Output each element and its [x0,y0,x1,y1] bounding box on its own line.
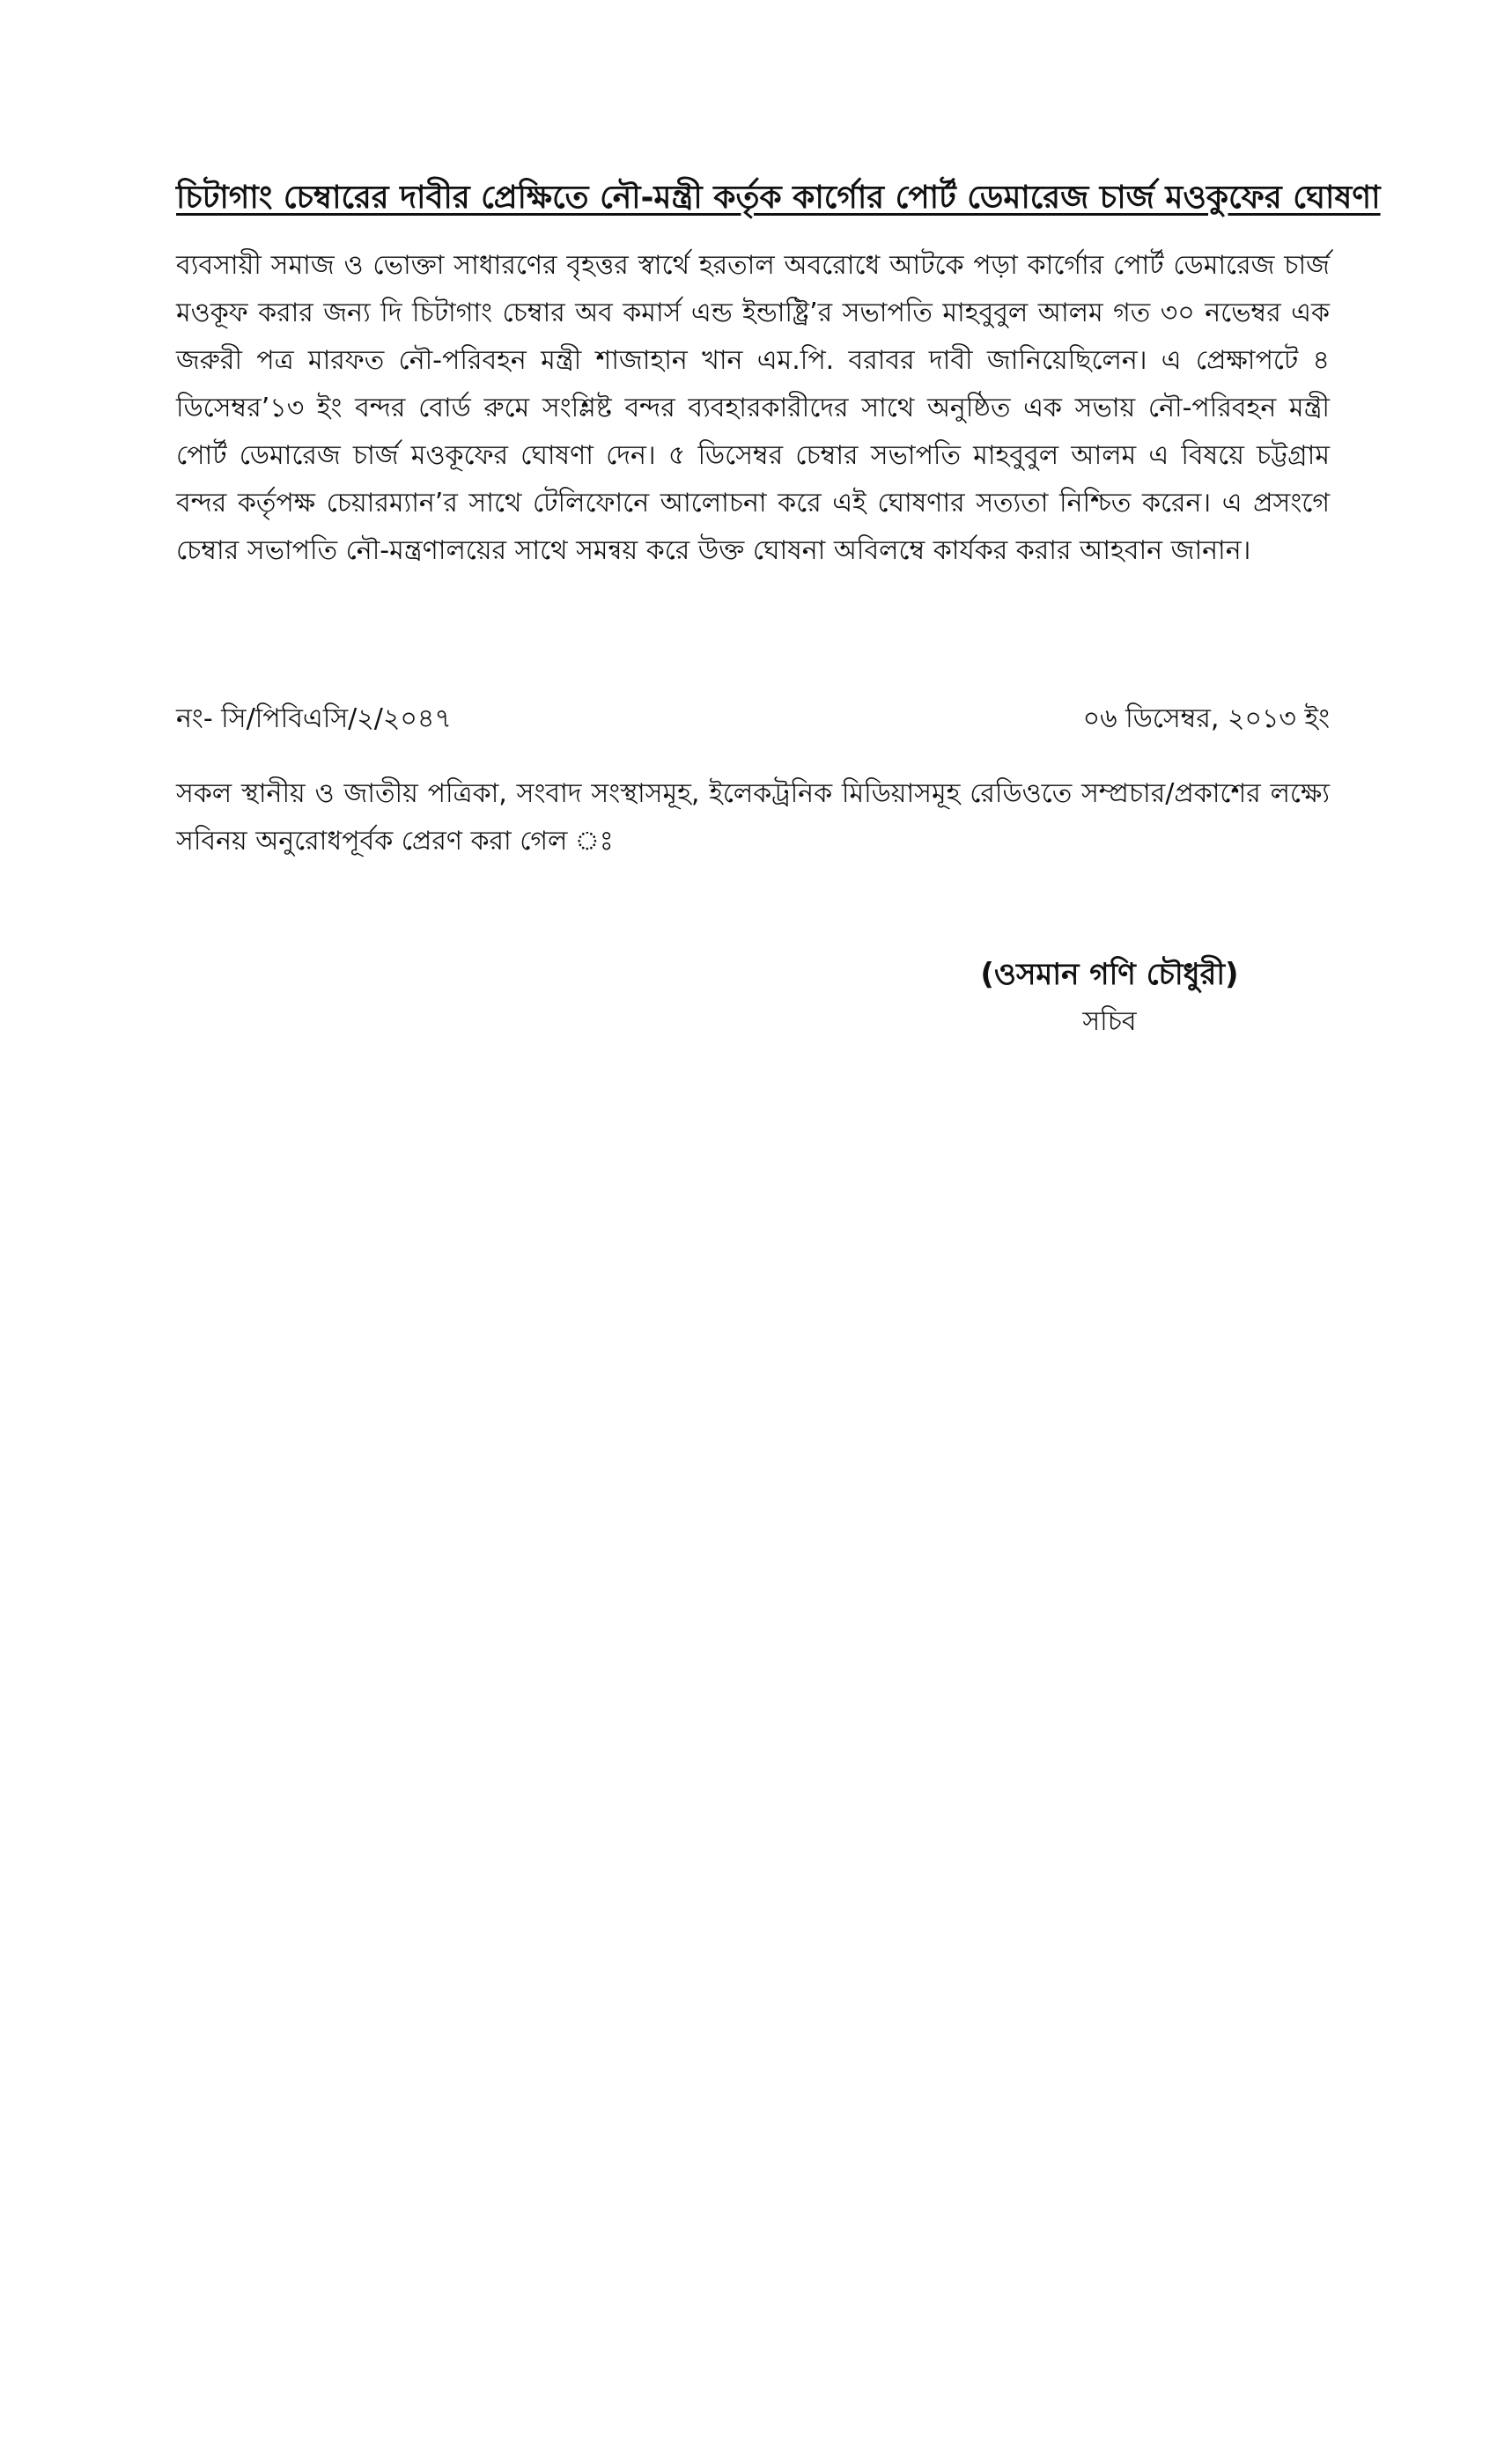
distribution-paragraph: সকল স্থানীয় ও জাতীয় পত্রিকা, সংবাদ সংস্থাসমূহ, ইলেকট্রনিক মিডিয়াসমূহ রেডিওতে সম্প্রচার/প্রকাশের লক্ষ্যে সবিনয় অনুরোধপূর্বক প্রেরণ করা গেল ঃ [176,778,1330,857]
signatory-name: (ওসমান গণি চৌধুরী) [980,957,1239,992]
signature-block [925,951,1294,1046]
document-date: ০৬ ডিসেম্বর, ২০১৩ ইং [1082,703,1330,734]
document-title: চিটাগাং চেম্বারের দাবীর প্রেক্ষিতে নৌ-মন্ত্রী কর্তৃক কার্গোর পোর্ট ডেমারেজ চার্জ মওকুফের ঘোষণা [176,180,1381,216]
signatory-title: সচিব [1082,1006,1137,1037]
reference-number: নং- সি/পিবিএসি/২/২০৪৭ [176,703,452,734]
reference-row [176,695,1330,743]
body-paragraph: ব্যবসায়ী সমাজ ও ভোক্তা সাধারণের বৃহত্তর স্বার্থে হরতাল অবরোধে আটকে পড়া কার্গোর পোর্ট ডেমারেজ চার্জ মওকূফ করার জন্য দি চিটাগাং চেম্বার অব কমার্স এন্ড ইন্ডাষ্ট্রি’র সভাপতি মাহবুবুল আলম গত ৩০ নভেম্বর এক জরুরী পত্র মারফত নৌ-পরিবহন মন্ত্রী শাজাহান খান এম.পি. বরাবর দাবী জানিয়েছিলেন। এ প্রেক্ষাপটে ৪ ডিসেম্বর’১৩ ইং বন্দর বোর্ড রুমে সংশ্লিষ্ট বন্দর ব্যবহারকারীদের সাথে অনুষ্ঠিত এক সভায় নৌ-পরিবহন মন্ত্রী পোর্ট ডেমারেজ চার্জ মওকূফের ঘোষণা দেন। ৫ ডিসেম্বর চেম্বার সভাপতি মাহবুবুল আলম এ বিষয়ে চট্টগ্রাম বন্দর কর্তৃপক্ষ চেয়ারম্যান’র সাথে টেলিফোনে আলোচনা করে এই ঘোষণার সত্যতা নিশ্চিত করেন। এ প্রসংগে চেম্বার সভাপতি নৌ-মন্ত্রণালয়ের সাথে সমন্বয় করে উক্ত ঘোষনা অবিলম্বে কার্যকর করার আহবান জানান। [176,250,1330,566]
